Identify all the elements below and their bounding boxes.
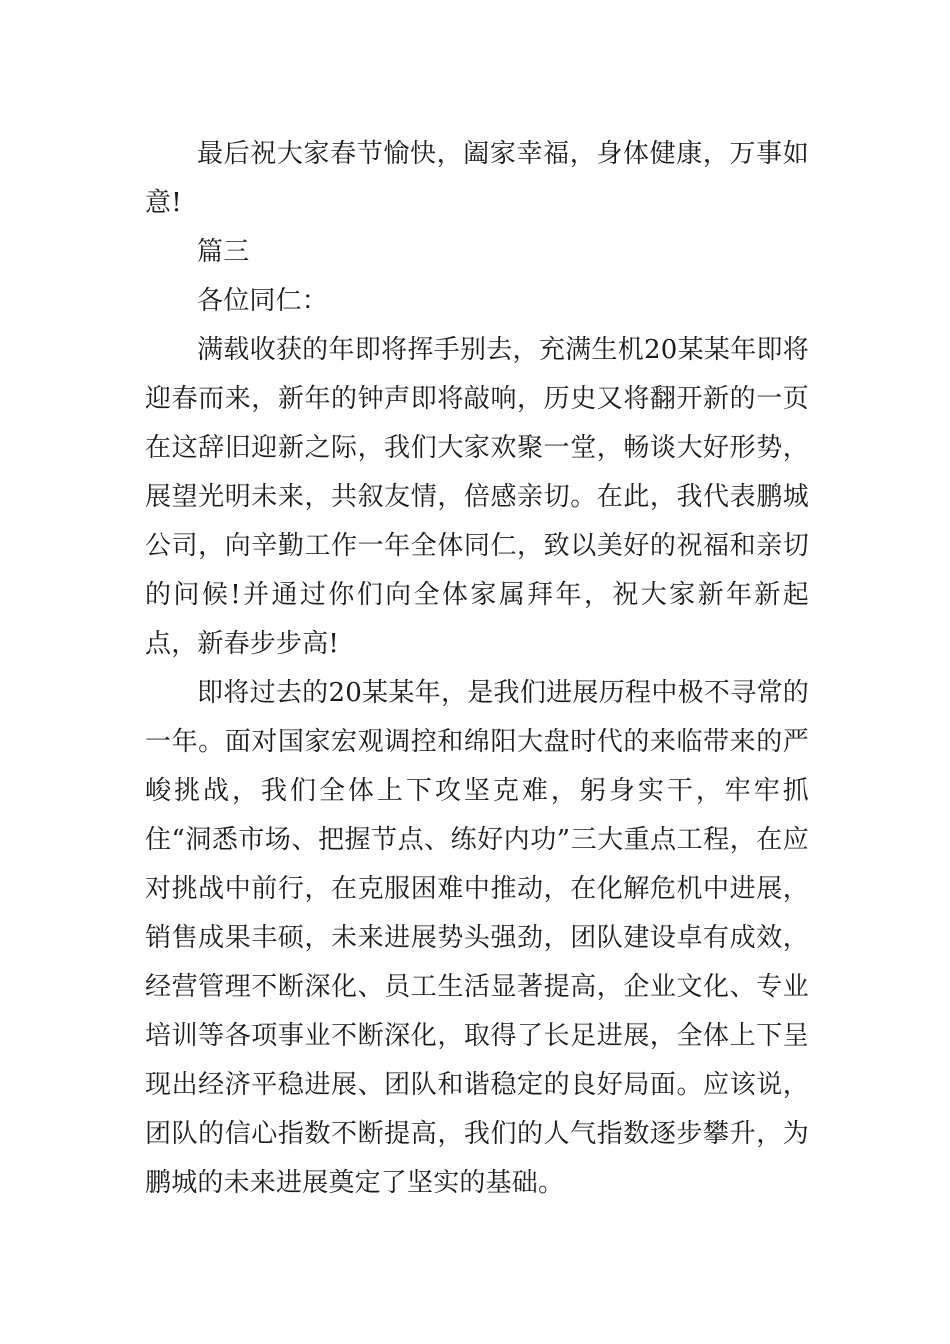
new-year-greeting-paragraph: 满载收获的年即将挥手别去，充满生机20某某年即将迎春而来，新年的钟声即将敲响，历史又将翻开新的一页在这辞旧迎新之际，我们大家欢聚一堂，畅谈大好形势，展望光明未来，共叙友情，倍感亲切。在此，我代表鹏城公司，向辛勤工作一年全体同仁，致以美好的祝福和亲切的问候!并通过你们向全体家属拜年，祝大家新年新起点，新春步步高! (145, 335, 809, 659)
annual-review-paragraph: 即将过去的20某某年，是我们进展历程中极不寻常的一年。面对国家宏观调控和绵阳大盘时代的来临带来的严峻挑战，我们全体上下攻坚克难，躬身实干，牢牢抓住“洞悉市场、把握节点、练好内功”三大重点工程，在应对挑战中前行，在克服困难中推动，在化解危机中进展，销售成果丰硕，未来进展势头强劲，团队建设卓有成效，经营管理不断深化、员工生活显著提高，企业文化、专业培训等各项事业不断深化，取得了长足进展，全体上下呈现出经济平稳进展、团队和谐稳定的良好局面。应该说，团队的信心指数不断提高，我们的人气指数逐步攀升，为鹏城的未来进展奠定了坚实的基础。 (145, 678, 809, 1198)
closing-wishes-paragraph: 最后祝大家春节愉快，阖家幸福，身体健康，万事如意! (145, 139, 809, 218)
section-heading: 篇三 (197, 237, 250, 267)
salutation: 各位同仁： (197, 286, 329, 316)
document-body (145, 130, 809, 1208)
